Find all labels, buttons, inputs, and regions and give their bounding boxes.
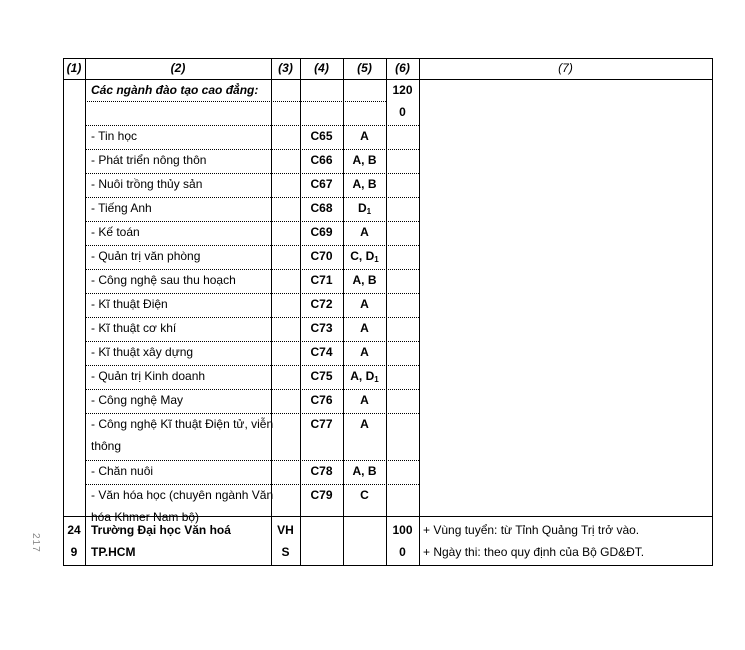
program-block (343, 388, 386, 412)
program-name: - Công nghệ May (91, 393, 184, 407)
school-quota-line1: 100 (392, 523, 413, 537)
program-code: C79 (310, 488, 333, 502)
program-block-text: A, B (352, 177, 377, 191)
program-name: - Chăn nuôi (91, 464, 154, 478)
program-code: C67 (310, 177, 333, 191)
school-note-1: + Vùng tuyển: từ Tỉnh Quảng Trị trở vào. (423, 523, 640, 537)
school-code-line2: S (281, 545, 290, 559)
program-block-text: C (360, 488, 369, 502)
program-block (343, 172, 386, 196)
program-block-text: A (360, 225, 369, 239)
program-code: C68 (310, 201, 333, 215)
admissions-table (63, 58, 713, 566)
col-border (419, 58, 420, 566)
program-block (343, 412, 386, 436)
section-quota-line2: 0 (399, 105, 406, 119)
program-block-text: A, B (352, 273, 377, 287)
program-block-text: A, B (352, 464, 377, 478)
program-name: - Phát triển nông thôn (91, 153, 207, 167)
program-block (343, 244, 386, 268)
program-block-text: A (360, 321, 369, 335)
program-block-subscript: 1 (374, 375, 379, 384)
header-col5: (5) (357, 61, 372, 75)
program-code: C72 (310, 297, 333, 311)
program-block (343, 220, 386, 244)
program-name: - Kĩ thuật Điện (91, 297, 168, 311)
program-name: - Kĩ thuật xây dựng (91, 345, 194, 359)
col-border (85, 58, 86, 566)
program-block-text: A (360, 393, 369, 407)
section-quota-line1: 120 (392, 83, 413, 97)
program-code: C75 (310, 369, 333, 383)
header-col3: (3) (278, 61, 293, 75)
program-block-text: A, D (350, 369, 375, 383)
program-block (343, 459, 386, 483)
school-name-line2: TP.HCM (91, 545, 136, 559)
row-border (63, 565, 713, 566)
col-border (63, 58, 64, 566)
program-block (343, 196, 386, 220)
school-code-line1: VH (277, 523, 294, 537)
school-quota-line2: 0 (399, 545, 406, 559)
program-block-subscript: 1 (374, 255, 379, 264)
program-name-line2: hóa Khmer Nam bộ) (91, 510, 200, 524)
program-block-text: A, B (352, 153, 377, 167)
program-name: - Quản trị văn phòng (91, 249, 201, 263)
program-name: - Công nghệ sau thu hoạch (91, 273, 236, 287)
program-block-text: C, D (350, 249, 375, 263)
header-col2: (2) (170, 61, 186, 75)
header-col7: (7) (558, 61, 573, 75)
col-border (712, 58, 713, 566)
program-code: C77 (310, 417, 333, 431)
program-code: C70 (310, 249, 333, 263)
program-block-text: A (360, 297, 369, 311)
col-border (386, 58, 387, 566)
section-title: Các ngành đào tạo cao đẳng: (91, 83, 259, 97)
program-block (343, 364, 386, 388)
header-col6: (6) (395, 61, 410, 75)
program-block-text: A (360, 129, 369, 143)
program-code: C66 (310, 153, 333, 167)
program-code: C69 (310, 225, 333, 239)
program-block (343, 148, 386, 172)
program-code: C74 (310, 345, 333, 359)
program-code: C71 (310, 273, 333, 287)
program-name-line2: thông (91, 439, 122, 453)
school-no-line2: 9 (70, 545, 78, 559)
program-block (343, 340, 386, 364)
school-no-line1: 24 (67, 523, 81, 537)
header-col1: (1) (66, 61, 82, 75)
program-block-text: A (360, 417, 369, 431)
program-name: - Tin học (91, 129, 138, 143)
program-code: C73 (310, 321, 333, 335)
program-block (343, 483, 386, 507)
program-block (343, 292, 386, 316)
header-col4: (4) (314, 61, 329, 75)
program-code: C76 (310, 393, 333, 407)
school-note-2: + Ngày thi: theo quy định của Bộ GD&ĐT. (423, 545, 645, 559)
program-name: - Công nghệ Kĩ thuật Điện tử, viễn (91, 417, 274, 431)
program-block (343, 124, 386, 148)
program-name: - Tiếng Anh (91, 201, 152, 215)
program-block-subscript: 1 (366, 207, 372, 216)
program-name: - Quản trị Kinh doanh (91, 369, 206, 383)
page-number: 217 (30, 533, 41, 553)
program-name: - Nuôi trồng thủy sản (91, 177, 203, 191)
program-name: - Văn hóa học (chuyên ngành Văn (91, 488, 274, 502)
program-block (343, 316, 386, 340)
program-name: - Kế toán (91, 225, 140, 239)
program-block-text: D (357, 201, 367, 215)
program-name: - Kĩ thuật cơ khí (91, 321, 177, 335)
program-block-text: A (360, 345, 369, 359)
program-code: C78 (310, 464, 333, 478)
program-block (343, 268, 386, 292)
school-name-line1: Trường Đại học Văn hoá (91, 523, 231, 537)
program-code: C65 (310, 129, 333, 143)
